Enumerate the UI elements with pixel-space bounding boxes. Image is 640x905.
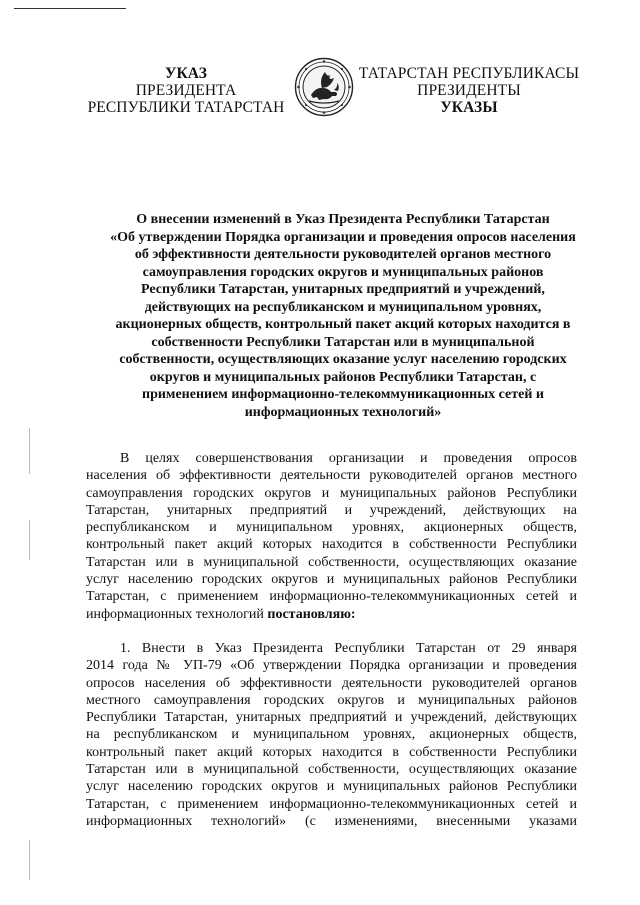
preamble-paragraph (86, 450, 577, 623)
title-line: собственности, осуществляющих оказание услуг населению городских (119, 352, 567, 367)
title-line: самоуправления городских округов и муниципальных районов (142, 264, 544, 280)
title-line: «Об утверждении Порядка организации и проведения опросов населения (110, 229, 576, 245)
paragraph-line: Татарстан, с применением информационно-телекоммуникационных сетей и (86, 589, 577, 605)
paragraph-line: населения об эффективности деятельности руководителей органов местного (86, 468, 577, 484)
paragraph-line: Татарстан или в муниципальной собственности, осуществляющих оказание (86, 554, 577, 570)
paragraph-line: самоуправления городских округов и муниципальных районов Республики (86, 485, 577, 501)
paragraph-line: опросов населения об эффективности деятельности руководителей органов (86, 675, 577, 691)
clause-1-paragraph (86, 640, 577, 830)
header-right-line-2: ПРЕЗИДЕНТЫ (417, 82, 521, 99)
header-right-line-1: ТАТАРСТАН РЕСПУБЛИКАСЫ (358, 65, 580, 82)
paragraph-line: контрольный пакет акций которых находится в собственности Республики (86, 537, 577, 553)
header-left-line-1: УКАЗ (164, 65, 207, 82)
header-right-line-3: УКАЗЫ (440, 99, 498, 116)
paragraph-last-line (86, 606, 577, 623)
title-line: информационных технологий» (244, 404, 442, 420)
paragraph-gap (86, 623, 577, 640)
title-line: об эффективности деятельности руководителей органов местного (134, 247, 552, 262)
top-rule (14, 8, 126, 9)
header-left-block (86, 65, 286, 116)
header-right-block (358, 65, 580, 116)
title-line: акционерных обществ, контрольный пакет акций которых находится в (115, 317, 571, 332)
paragraph-line: 2014 года № УП-79 «Об утверждении Порядка организации и проведения (86, 658, 577, 674)
paragraph-line: Республики Татарстан, унитарных предприятий и учреждений, действующих (86, 710, 577, 726)
resolution-word: постановляю: (267, 606, 356, 622)
coat-of-arms-icon (294, 57, 354, 117)
title-line: округов и муниципальных районов Республики Татарстан, с (149, 369, 537, 385)
paragraph-line: на республиканском и муниципальном уровнях, акционерных обществ, (86, 727, 577, 743)
title-line: действующих на республиканском и муниципальном уровнях, (144, 299, 542, 315)
margin-scan-mark (29, 428, 30, 474)
paragraph-line: 1. Внести в Указ Президента Республики Татарстан от 29 января (120, 640, 577, 656)
header-left-line-3: РЕСПУБЛИКИ ТАТАРСТАН (87, 99, 285, 116)
paragraph-line: услуг населению городских округов и муниципальных районов Республики (86, 779, 577, 795)
margin-scan-mark (29, 520, 30, 560)
title-line: О внесении изменений в Указ Президента Республики Татарстан (136, 212, 550, 227)
paragraph-line: республиканском и муниципальном уровнях, акционерных обществ, (86, 520, 577, 536)
paragraph-line: Татарстан, с применением информационно-телекоммуникационных сетей и (86, 796, 577, 812)
title-line: применением информационно-телекоммуникационных сетей и (142, 387, 544, 402)
paragraph-line: местного самоуправления городских округов и муниципальных районов (86, 692, 577, 708)
decree-body (86, 450, 577, 830)
paragraph-line: информационных технологий» (с изменениями, внесенными указами (86, 813, 577, 829)
paragraph-line: контрольный пакет акций которых находится в собственности Республики (86, 744, 577, 760)
margin-scan-mark (29, 840, 30, 880)
paragraph-line: услуг населению городских округов и муниципальных районов Республики (86, 572, 577, 588)
paragraph-line: В целях совершенствования организации и проведения опросов (120, 451, 577, 466)
paragraph-line: Татарстан или в муниципальной собственности, осуществляющих оказание (86, 762, 577, 778)
header-left-line-2: ПРЕЗИДЕНТА (135, 82, 237, 99)
decree-title (80, 211, 606, 421)
paragraph-line: Татарстан, унитарных предприятий и учреждений, действующих на (86, 502, 577, 518)
paragraph-line-text: информационных технологий (86, 606, 264, 622)
title-line: собственности Республики Татарстан или в муниципальной (151, 334, 535, 350)
title-line: Республики Татарстан, унитарных предприятий и учреждений, (141, 282, 545, 297)
